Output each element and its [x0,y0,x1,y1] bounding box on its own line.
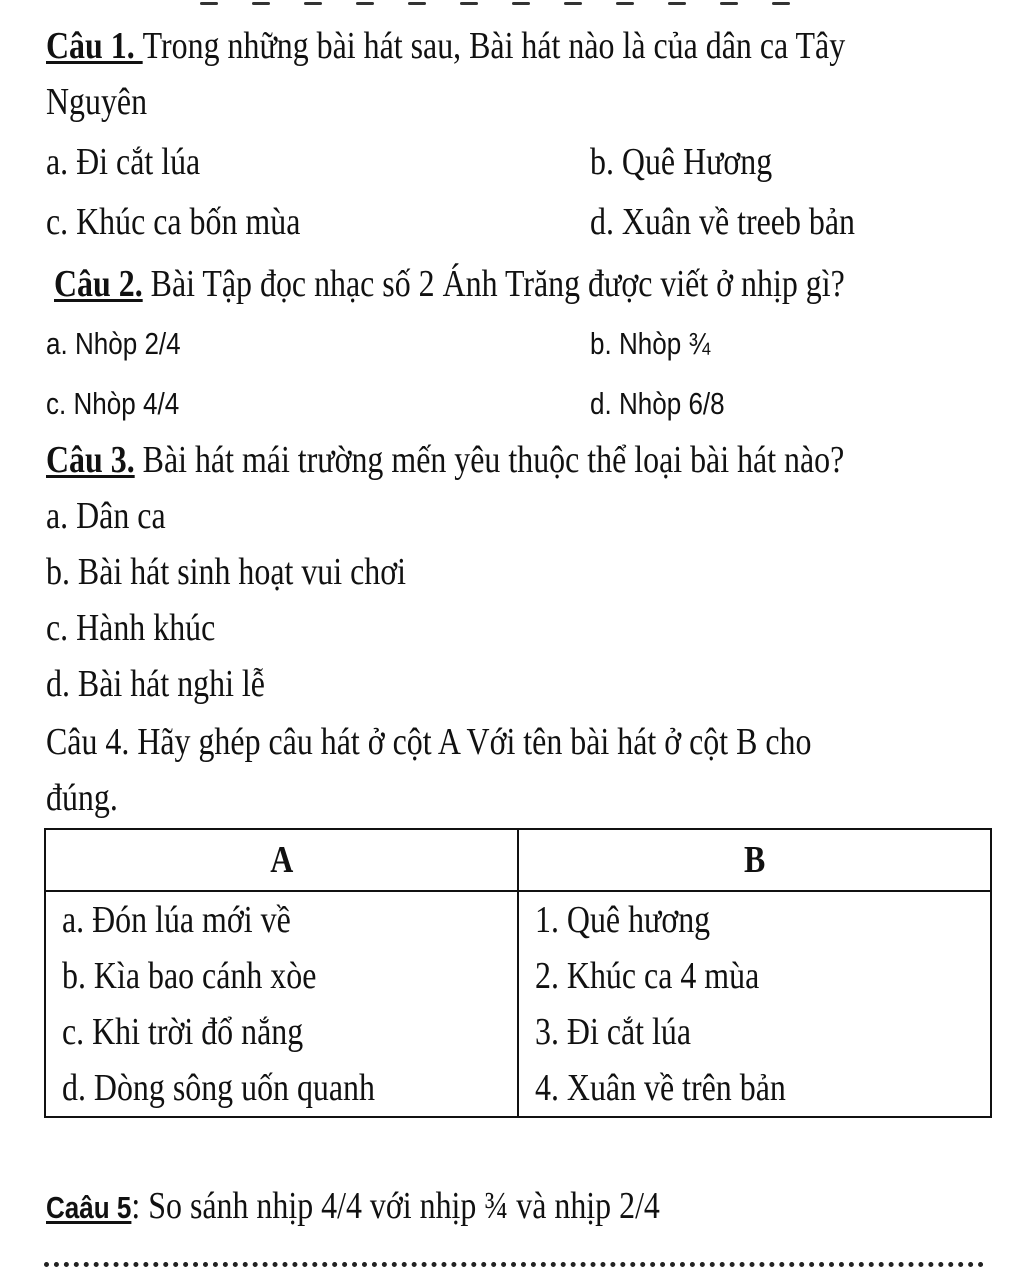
q2-option-b-text: b. Nhòp ¾ [590,326,711,361]
q3-line [46,438,996,482]
table-cell-a [45,948,518,1004]
table-row [45,1060,991,1117]
q2-label: Câu 2. [54,263,143,305]
q1-option-b-text: b. Quê Hương [590,141,773,183]
q1-option-c [46,200,349,244]
q1-option-a-text: a. Đi cắt lúa [46,141,201,183]
q3-option-a-text: a. Dân ca [46,495,166,537]
q1-option-d [590,200,906,244]
q1-label: Câu 1. [46,25,143,67]
q3-option-c-text: c. Hành khúc [46,607,216,649]
table-cell-a-text: c. Khi trời đổ nắng [62,1011,304,1053]
answer-dotted-line [44,1262,984,1275]
q2-option-c [46,384,205,424]
q4-line [46,720,957,764]
table-row [45,1004,991,1060]
table-cell-a [45,891,518,948]
table-row [45,891,991,948]
q4-text-cont [46,776,132,820]
matching-table [44,828,992,1118]
q1-option-b [590,140,807,184]
q2-option-d-text: d. Nhòp 6/8 [590,386,725,421]
q3-text: Bài hát mái trường mến yêu thuộc thể loại bài hát nào? [134,439,845,481]
column-a-header [45,829,518,891]
q2-text: Bài Tập đọc nhạc số 2 Ánh Trăng được viết ở nhịp gì? [142,263,845,305]
table-cell-b-text: 3. Đi cắt lúa [535,1011,692,1053]
q5-text: : So sánh nhịp 4/4 với nhịp ¾ và nhịp 2/4 [131,1185,660,1227]
q2-option-d [590,384,750,424]
table-cell-b [518,891,991,948]
q2-option-c-text: c. Nhòp 4/4 [46,386,180,421]
q2-line [54,262,995,306]
q3-option-c [46,606,248,650]
table-cell-b-text: 4. Xuân về trên bản [535,1067,786,1109]
q4-text: Câu 4. Hãy ghép câu hát ở cột A Với tên bài hát ở cột B cho [46,721,812,763]
q5-line [46,1184,777,1230]
table-cell-a-text: b. Kìa bao cánh xòe [62,955,317,997]
q3-option-d [46,662,307,706]
table-cell-b [518,1060,991,1117]
q2-option-b [590,324,733,364]
q1-line [46,24,997,68]
q4-text-cont-span: đúng. [46,777,118,819]
column-a-header-text: A [269,839,294,881]
q3-option-b [46,550,475,594]
q3-option-a [46,494,188,538]
q3-option-d-text: d. Bài hát nghi lễ [46,663,265,705]
column-b-header [518,829,991,891]
q1-text-cont [46,80,166,124]
q1-text: Trong những bài hát sau, Bài hát nào là của dân ca Tây [142,25,846,67]
q3-label: Câu 3. [46,439,135,481]
q1-option-d-text: d. Xuân về treeb bản [590,201,856,243]
table-header-row [45,829,991,891]
q1-text-cont-span: Nguyên [46,81,148,123]
q2-option-a-text: a. Nhòp 2/4 [46,326,181,361]
table-cell-b-text: 2. Khúc ca 4 mùa [535,955,760,997]
q1-option-c-text: c. Khúc ca bốn mùa [46,201,301,243]
table-cell-b [518,1004,991,1060]
table-cell-b-text: 1. Quê hương [535,899,711,941]
q3-option-b-text: b. Bài hát sinh hoạt vui chơi [46,551,406,593]
q2-option-a [46,324,206,364]
table-cell-a-text: d. Dòng sông uốn quanh [62,1067,375,1109]
table-row [45,948,991,1004]
table-cell-b [518,948,991,1004]
q1-option-a [46,140,230,184]
table-cell-a [45,1004,518,1060]
q5-label: Caâu 5 [46,1190,132,1225]
table-cell-a-text: a. Đón lúa mới về [62,899,291,941]
table-cell-a [45,1060,518,1117]
cut-off-previous-line [200,0,980,6]
column-b-header-text: B [743,839,766,881]
